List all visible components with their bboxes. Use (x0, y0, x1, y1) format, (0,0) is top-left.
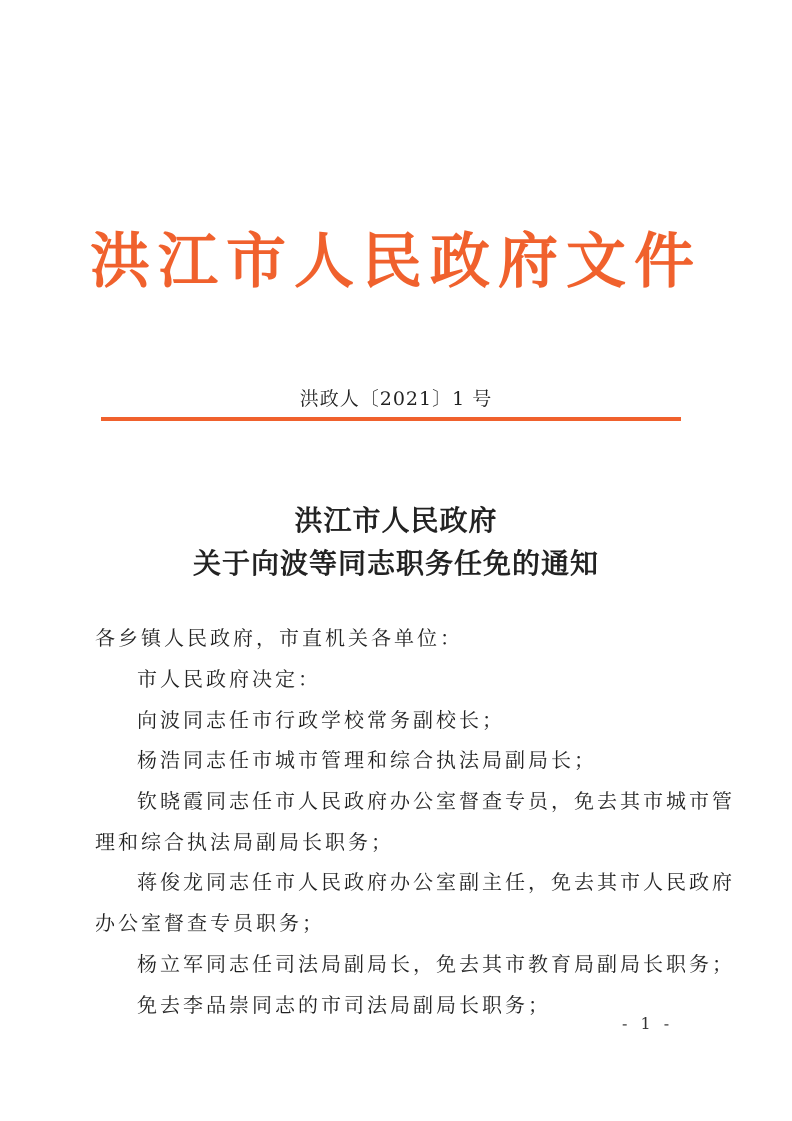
body-paragraph: 杨浩同志任市城市管理和综合执法局副局长； (137, 748, 597, 772)
body-paragraph: 杨立军同志任司法局副局长，免去其市教育局副局长职务； (137, 952, 735, 976)
body-paragraph: 向波同志任市行政学校常务副校长； (137, 708, 505, 732)
page-number: - 1 - (622, 1014, 674, 1033)
notice-title-line-2: 关于向波等同志职务任免的通知 (192, 547, 599, 580)
body-paragraph-continued: 理和综合执法局副局长职务； (95, 830, 394, 854)
body-paragraph-continued: 办公室督查专员职务； (95, 911, 325, 935)
notice-title-line-1: 洪江市人民政府 (294, 504, 498, 537)
salutation: 各乡镇人民政府，市直机关各单位： (95, 626, 463, 650)
body-paragraph: 钦晓霞同志任市人民政府办公室督查专员，免去其市城市管 (137, 789, 735, 813)
red-divider-line (101, 417, 681, 421)
body-paragraph: 蒋俊龙同志任市人民政府办公室副主任，免去其市人民政府 (137, 870, 735, 894)
document-number: 洪政人〔2021〕1 号 (299, 388, 493, 410)
body-paragraph: 市人民政府决定： (137, 667, 321, 691)
body-paragraph: 免去李品崇同志的市司法局副局长职务； (137, 993, 551, 1017)
document-masthead: 洪江市人民政府文件 (90, 227, 702, 297)
